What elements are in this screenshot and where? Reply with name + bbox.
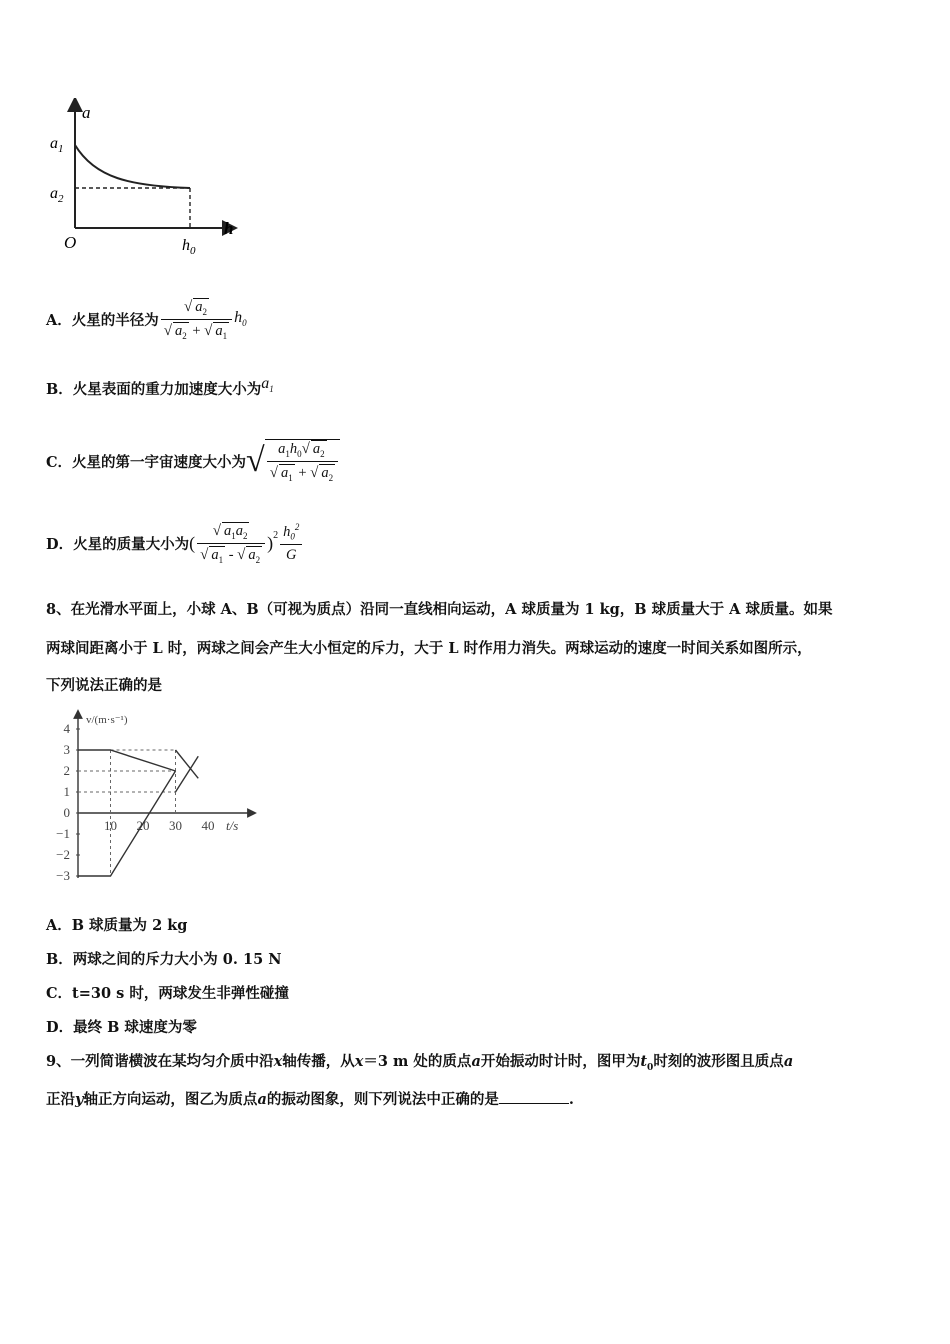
q7-option-b-text: B．火星表面的重力加速度大小为 (46, 381, 262, 398)
x-tick-label: 20 (136, 818, 150, 833)
q9-t7: 轴正方向运动，图乙为质点 (83, 1091, 258, 1108)
q7-option-a-text: A．火星的半径为 (46, 311, 159, 329)
label-a: a (82, 103, 91, 122)
label-h: h (224, 219, 234, 238)
x-tick-label: 40 (201, 818, 215, 833)
y-tick-label: −1 (56, 826, 70, 841)
q9-t1: 9、一列简谐横波在某均匀介质中沿 (46, 1053, 274, 1070)
x-tick-label: 10 (104, 818, 117, 833)
q7-option-c: C．火星的第一宇宙速度大小为 √ $\frac{a_1h_0√ a_2}{√ a_1 + √ a_2}$ (46, 428, 342, 494)
q9-sub-0: 0 (647, 1062, 654, 1073)
q9-var-x2: x (354, 1053, 364, 1070)
q8-line3: 下列说法正确的是 (46, 677, 162, 694)
q7-option-c-text: C．火星的第一宇宙速度大小为 (46, 453, 247, 471)
q9-var-a4: a (257, 1091, 267, 1108)
q9-t5: 时刻的波形图且质点 (653, 1053, 784, 1070)
y-tick-label: −2 (56, 847, 70, 862)
label-a1: $a_1$ (50, 135, 64, 155)
q8-line1: 8、在光滑水平面上，小球 A、B（可视为质点）沿同一直线相向运动，A 球质量为 1 kg，B 球质量大于 A 球质量。如果 (46, 601, 833, 618)
label-O: O (64, 233, 77, 252)
y-tick-label: 1 (63, 784, 70, 799)
q9-var-a3: a (783, 1053, 794, 1070)
y-tick-label: 3 (63, 742, 70, 757)
q9-var-x: x (273, 1053, 283, 1070)
q9-t3: ＝3 m 处的质点 (363, 1053, 472, 1070)
q7-option-d: D．火星的质量大小为 ( $\frac{√ a_1a_2}{√ a_1 - √ a_2}$ ) 2 $\frac{h_0^2}{G}$ (46, 514, 304, 572)
q9-var-y: y (75, 1091, 84, 1108)
mass-formula: $\frac{√ a_1a_2}{√ a_1 - √ a_2}$ (197, 522, 265, 565)
q7-option-b: B．火星表面的重力加速度大小为$a_1$ (46, 375, 274, 398)
label-h0: $h_0$ (182, 237, 196, 257)
radius-formula: $\frac{√ a_2}{√ a_2 + √ a_1}$ (161, 298, 232, 341)
y-tick-label: 0 (63, 805, 70, 820)
q9-t2: 轴传播，从 (282, 1053, 355, 1070)
answer-blank (499, 1091, 569, 1104)
x-tick-label: 30 (169, 818, 182, 833)
q9-var-t: t (640, 1053, 648, 1070)
q8-option-c: C．t=30 s 时，两球发生非弹性碰撞 (46, 985, 289, 1002)
t-axis-label: t/s (226, 818, 239, 833)
q9-period: . (568, 1091, 574, 1108)
q9-t6: 正沿 (46, 1091, 75, 1108)
velocity-formula: $\frac{a_1h_0√ a_2}{√ a_1 + √ a_2}$ (265, 439, 340, 483)
y-tick-label: 2 (63, 763, 70, 778)
y-tick-label: 4 (63, 721, 70, 736)
q7-option-d-text: D．火星的质量大小为 (46, 535, 190, 553)
a-h-graph (40, 98, 250, 263)
v-t-chart (40, 706, 260, 886)
curve (75, 145, 190, 188)
q8-option-a: A．B 球质量为 2 kg (46, 917, 188, 934)
q8-line2: 两球间距离小于 L 时，两球之间会产生大小恒定的斥力，大于 L 时作用力消失。两球运动的速度一时间关系如图所示， (46, 640, 812, 657)
q8-option-d: D．最终 B 球速度为零 (46, 1019, 197, 1036)
q9-line2 (46, 1088, 574, 1109)
series-A-line (78, 750, 176, 771)
v-axis-label: v/(m·s⁻¹) (86, 714, 128, 726)
q7-option-a: A．火星的半径为 $\frac{√ a_2}{√ a_2 + √ a_1}$ $h_0$ (46, 298, 247, 341)
q9-t8: 的振动图象，则下列说法中正确的是 (266, 1091, 499, 1108)
series-B-line (78, 771, 176, 876)
q8-option-b: B．两球之间的斥力大小为 0. 15 N (46, 951, 282, 968)
q9-var-a: a (471, 1053, 481, 1070)
q9-t4: 开始振动时计时，图甲为 (480, 1053, 641, 1070)
y-tick-label: −3 (56, 868, 70, 883)
label-a2: $a_2$ (50, 185, 64, 205)
q9-line1 (46, 1050, 793, 1073)
